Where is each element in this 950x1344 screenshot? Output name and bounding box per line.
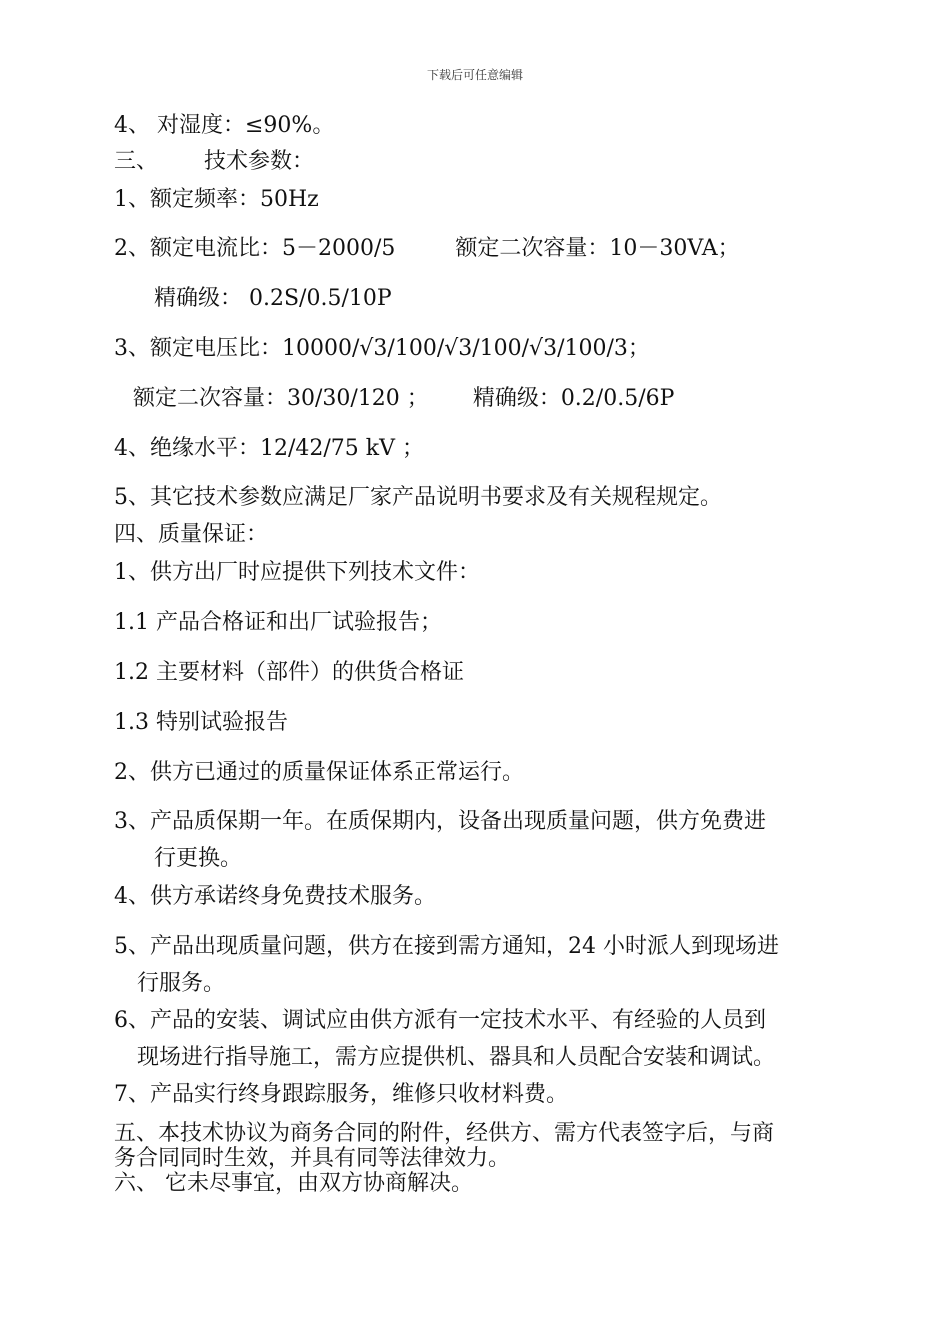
section-3-title: 技术参数：: [204, 149, 315, 174]
accuracy-class-current-line: 精确级： 0.2S/0.5/10P: [154, 286, 392, 311]
quality-item-3-cont: 行更换。: [154, 846, 243, 871]
voltage-capacity-line: [133, 386, 674, 412]
quality-item-5-cont: 行服务。: [137, 971, 226, 996]
section-4-heading: 四、质量保证：: [114, 522, 269, 547]
section-3-heading: [114, 149, 314, 175]
voltage-secondary-capacity: 额定二次容量：30/30/120 ；: [133, 386, 429, 411]
page-header: 下载后可任意编辑: [426, 68, 523, 82]
insulation-level-line: 4、绝缘水平：12/42/75 kV ；: [114, 436, 425, 461]
quality-item-5: 5、产品出现质量问题，供方在接到需方通知，24 小时派人到现场进: [114, 934, 779, 959]
rated-current-ratio: 2、额定电流比：5－2000/5: [114, 236, 396, 261]
section-5-line-cont: 务合同同时生效，并具有同等法律效力。: [114, 1146, 511, 1171]
section-5-line: 五、本技术协议为商务合同的附件，经供方、需方代表签字后，与商: [114, 1121, 775, 1146]
quality-item-1-1: 1.1 产品合格证和出厂试验报告；: [114, 610, 442, 635]
quality-item-1-3: 1.3 特别试验报告: [114, 710, 288, 735]
rated-voltage-line: 3、额定电压比：10000/√3/100/√3/100/√3/100/3；: [114, 336, 650, 361]
quality-item-7: 7、产品实行终身跟踪服务，维修只收材料费。: [114, 1082, 568, 1107]
quality-item-3: 3、产品质保期一年。在质保期内，设备出现质量问题，供方免费进: [114, 809, 766, 834]
rated-current-line: [114, 236, 740, 262]
rated-frequency-line: 1、额定频率：50Hz: [114, 187, 319, 212]
quality-item-4: 4、供方承诺终身免费技术服务。: [114, 884, 436, 909]
other-params-line: 5、其它技术参数应满足厂家产品说明书要求及有关规程规定。: [114, 485, 722, 510]
quality-item-1: 1、供方出厂时应提供下列技术文件：: [114, 560, 480, 585]
humidity-line: 4、 对湿度：≤90%。: [114, 113, 335, 138]
quality-item-1-2: 1.2 主要材料（部件）的供货合格证: [114, 660, 464, 685]
voltage-accuracy-class: 精确级：0.2/0.5/6P: [472, 386, 675, 411]
quality-item-6-cont: 现场进行指导施工，需方应提供机、器具和人员配合安装和调试。: [137, 1045, 776, 1070]
quality-item-6: 6、产品的安装、调试应由供方派有一定技术水平、有经验的人员到: [114, 1008, 766, 1033]
rated-secondary-capacity: 额定二次容量：10－30VA；: [455, 236, 740, 261]
section-3-number: 三、: [114, 149, 159, 174]
quality-item-2: 2、供方已通过的质量保证体系正常运行。: [114, 760, 524, 785]
section-6-line: 六、 它未尽事宜，由双方协商解决。: [114, 1171, 473, 1196]
